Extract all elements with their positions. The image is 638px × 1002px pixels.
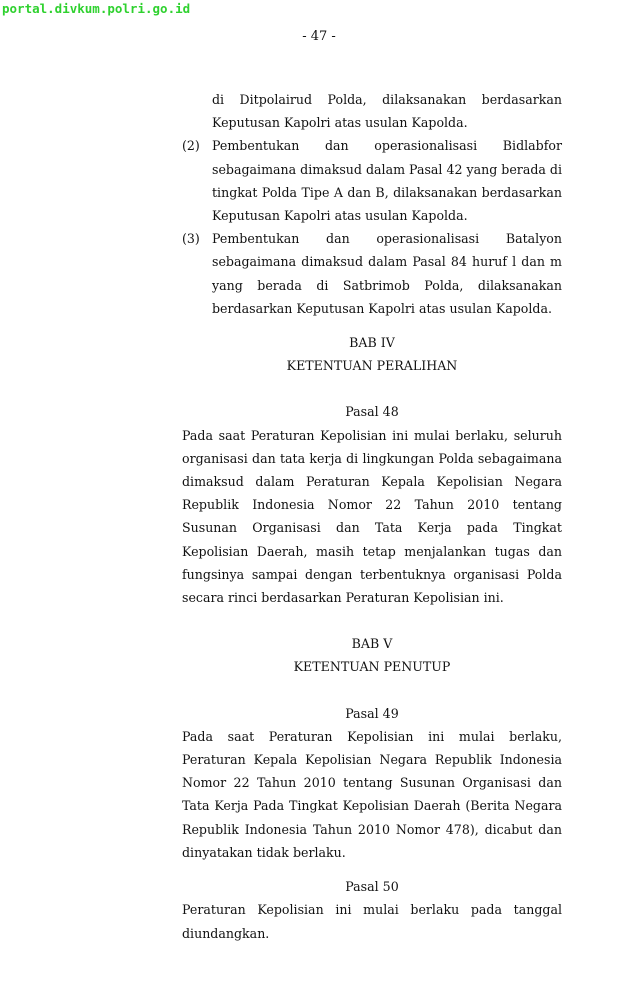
chapter-subtitle: KETENTUAN PENUTUP	[293, 659, 451, 675]
chapter-title: BAB V	[351, 636, 393, 652]
item-text: Pembentukan dan operasionalisasi Bidlabfor sebagaimana dimaksud dalam Pasal 42 yang berada di tingkat Polda Tipe A dan B, dilaksanakan berdasarkan Keputusan Kapolri atas usulan Kapolda.	[212, 138, 562, 224]
item-text: Pembentukan dan operasionalisasi Batalyon sebagaimana dimaksud dalam Pasal 84 huruf l dan m yang berada di Satbrimob Polda, dilaksanakan berdasarkan Keputusan Kapolri atas usulan Kapolda.	[212, 231, 562, 316]
document-body	[182, 88, 562, 945]
article-text: Pada saat Peraturan Kepolisian ini mulai berlaku, Peraturan Kepala Kepolisian Negara Republik Indonesia Nomor 22 Tahun 2010 tentang Susunan Organisasi dan Tata Kerja Pada Tingkat Kepolisian Daerah (Berita Negara Republik Indonesia Tahun 2010 Nomor 478), dicabut dan dinyatakan tidak berlaku.	[182, 728, 562, 860]
article-title: Pasal 50	[345, 879, 399, 895]
article-text: Peraturan Kepolisian ini mulai berlaku pada tanggal diundangkan.	[182, 902, 562, 941]
article-title: Pasal 48	[345, 404, 399, 420]
article-text: Pada saat Peraturan Kepolisian ini mulai berlaku, seluruh organisasi dan tata kerja di lingkungan Polda sebagaimana dimaksud dalam Peraturan Kepala Kepolisian Negara Republik Indonesia Nomor 22 Tahun 2010 tentang Susunan Organisasi dan Tata Kerja pada Tingkat Kepolisian Daerah, masih tetap menjalankan tugas dan fungsinya sampai dengan terbentuknya organisasi Polda secara rinci berdasarkan Peraturan Kepolisian ini.	[182, 427, 562, 606]
continuation-paragraph: di Ditpolairud Polda, dilaksanakan berdasarkan Keputusan Kapolri atas usulan Kapolda.	[212, 92, 562, 131]
page-number: - 47 -	[302, 29, 336, 44]
chapter-subtitle: KETENTUAN PERALIHAN	[286, 358, 458, 374]
list-item	[182, 227, 562, 320]
list-item	[182, 134, 562, 227]
article-title: Pasal 49	[345, 705, 399, 721]
item-number: (3)	[182, 231, 200, 247]
item-number: (2)	[182, 138, 200, 154]
chapter-title: BAB IV	[349, 335, 395, 351]
source-watermark: portal.divkum.polri.go.id	[2, 1, 191, 16]
